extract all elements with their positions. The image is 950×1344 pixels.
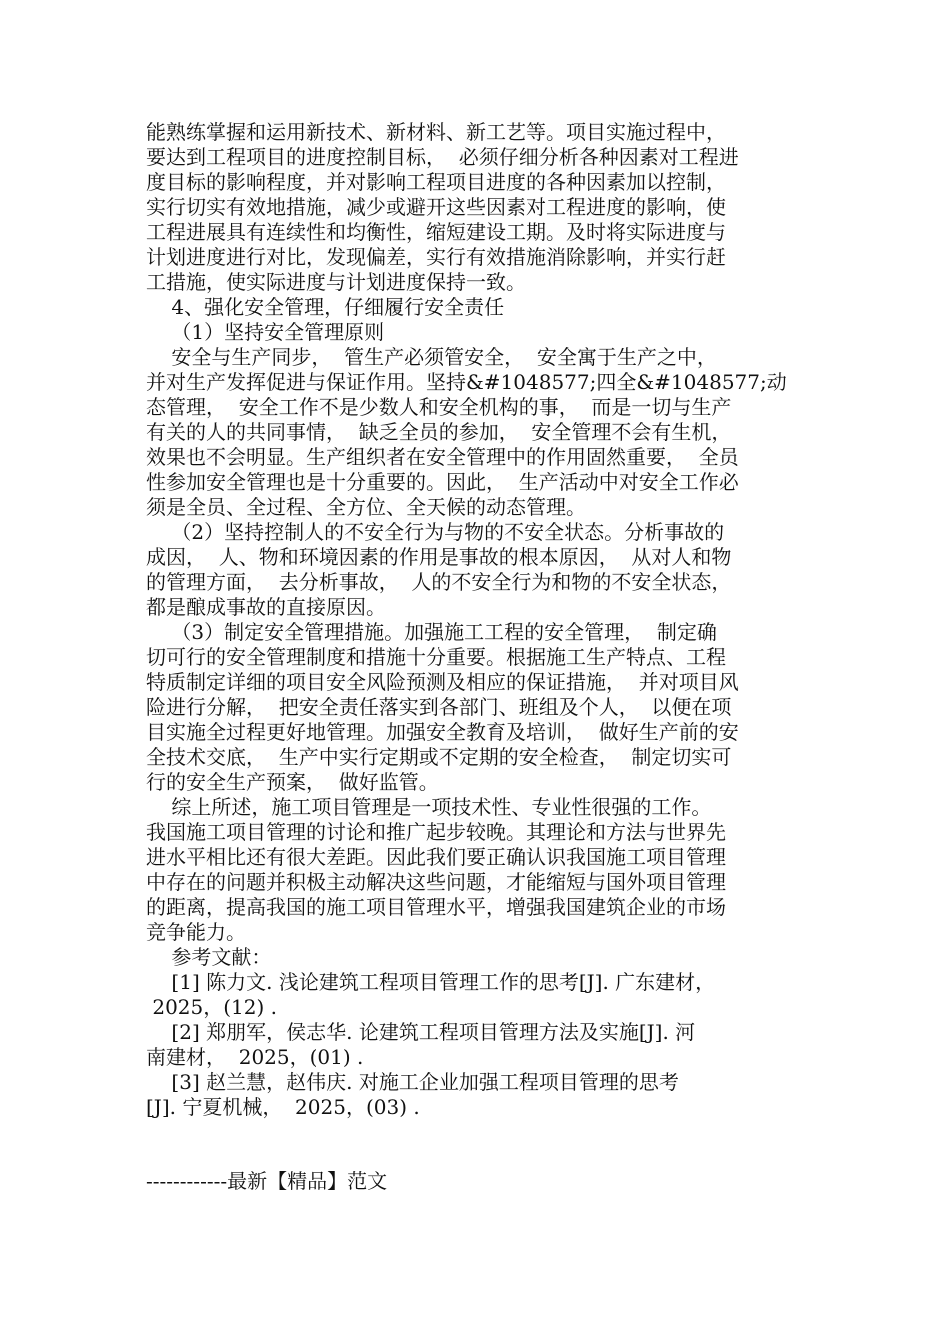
text-line: 综上所述，施工项目管理是一项技术性、专业性很强的工作。 <box>146 795 712 819</box>
text-line: 工程进展具有连续性和均衡性，缩短建设工期。及时将实际进度与 <box>146 220 726 244</box>
text-line: 性参加安全管理也是十分重要的。因此， 生产活动中对安全工作必 <box>146 470 739 494</box>
page-footer: ------------最新【精品】范文 <box>146 1169 388 1193</box>
reference-item: [J]. 宁夏机械， 2025，(03) . <box>146 1095 420 1119</box>
text-line: 能熟练掌握和运用新技术、新材料、新工艺等。项目实施过程中， <box>146 120 726 144</box>
section-heading: 4、强化安全管理，仔细履行安全责任 <box>146 295 505 319</box>
text-line: 都是酿成事故的直接原因。 <box>146 595 386 619</box>
text-line: 度目标的影响程度，并对影响工程项目进度的各种因素加以控制， <box>146 170 726 194</box>
text-line: 险进行分解， 把安全责任落实到各部门、班组及个人， 以便在项 <box>146 695 732 719</box>
text-line: 态管理， 安全工作不是少数人和安全机构的事， 而是一切与生产 <box>146 395 732 419</box>
text-line: 有关的人的共同事情， 缺乏全员的参加， 安全管理不会有生机， <box>146 420 732 444</box>
reference-item: 2025，(12) . <box>146 995 278 1019</box>
reference-item: [1] 陈力文. 浅论建筑工程项目管理工作的思考[J]. 广东建材， <box>146 970 716 994</box>
text-line: 计划进度进行对比，发现偏差，实行有效措施消除影响，并实行赶 <box>146 245 726 269</box>
text-line: 的管理方面， 去分析事故， 人的不安全行为和物的不安全状态， <box>146 570 732 594</box>
text-line: 全技术交底， 生产中实行定期或不定期的安全检查， 制定切实可 <box>146 745 732 769</box>
text-line: 我国施工项目管理的讨论和推广起步较晚。其理论和方法与世界先 <box>146 820 726 844</box>
text-line: 效果也不会明显。生产组织者在安全管理中的作用固然重要， 全员 <box>146 445 739 469</box>
text-line: 安全与生产同步， 管生产必须管安全， 安全寓于生产之中， <box>146 345 717 369</box>
text-line: 成因， 人、物和环境因素的作用是事故的根本原因， 从对人和物 <box>146 545 732 569</box>
text-line: 实行切实有效地措施，减少或避开这些因素对工程进度的影响，使 <box>146 195 726 219</box>
text-line: 中存在的问题并积极主动解决这些问题，才能缩短与国外项目管理 <box>146 870 726 894</box>
text-line: 竞争能力。 <box>146 920 246 944</box>
reference-item: [3] 赵兰慧，赵伟庆. 对施工企业加强工程项目管理的思考 <box>146 1070 679 1094</box>
text-line: 特质制定详细的项目安全风险预测及相应的保证措施， 并对项目风 <box>146 670 739 694</box>
text-line: 的距离，提高我国的施工项目管理水平，增强我国建筑企业的市场 <box>146 895 726 919</box>
reference-item: 南建材， 2025，(01) . <box>146 1045 364 1069</box>
text-line: 并对生产发挥促进与保证作用。坚持&#1048577;四全&#1048577;动 <box>146 370 787 394</box>
text-line: 要达到工程项目的进度控制目标， 必须仔细分析各种因素对工程进 <box>146 145 739 169</box>
text-line: 须是全员、全过程、全方位、全天候的动态管理。 <box>146 495 586 519</box>
text-line: 目实施全过程更好地管理。加强安全教育及培训， 做好生产前的安 <box>146 720 739 744</box>
text-line: 切可行的安全管理制度和措施十分重要。根据施工生产特点、工程 <box>146 645 726 669</box>
references-heading: 参考文献： <box>146 945 272 969</box>
text-line: 进水平相比还有很大差距。因此我们要正确认识我国施工项目管理 <box>146 845 726 869</box>
text-line: 行的安全生产预案， 做好监管。 <box>146 770 439 794</box>
text-line: （2）坚持控制人的不安全行为与物的不安全状态。分析事故的 <box>146 520 725 544</box>
text-line: 工措施，使实际进度与计划进度保持一致。 <box>146 270 526 294</box>
text-line: （3）制定安全管理措施。加强施工工程的安全管理， 制定确 <box>146 620 717 644</box>
subsection-heading: （1）坚持安全管理原则 <box>146 320 385 344</box>
reference-item: [2] 郑朋军，侯志华. 论建筑工程项目管理方法及实施[J]. 河 <box>146 1020 696 1044</box>
